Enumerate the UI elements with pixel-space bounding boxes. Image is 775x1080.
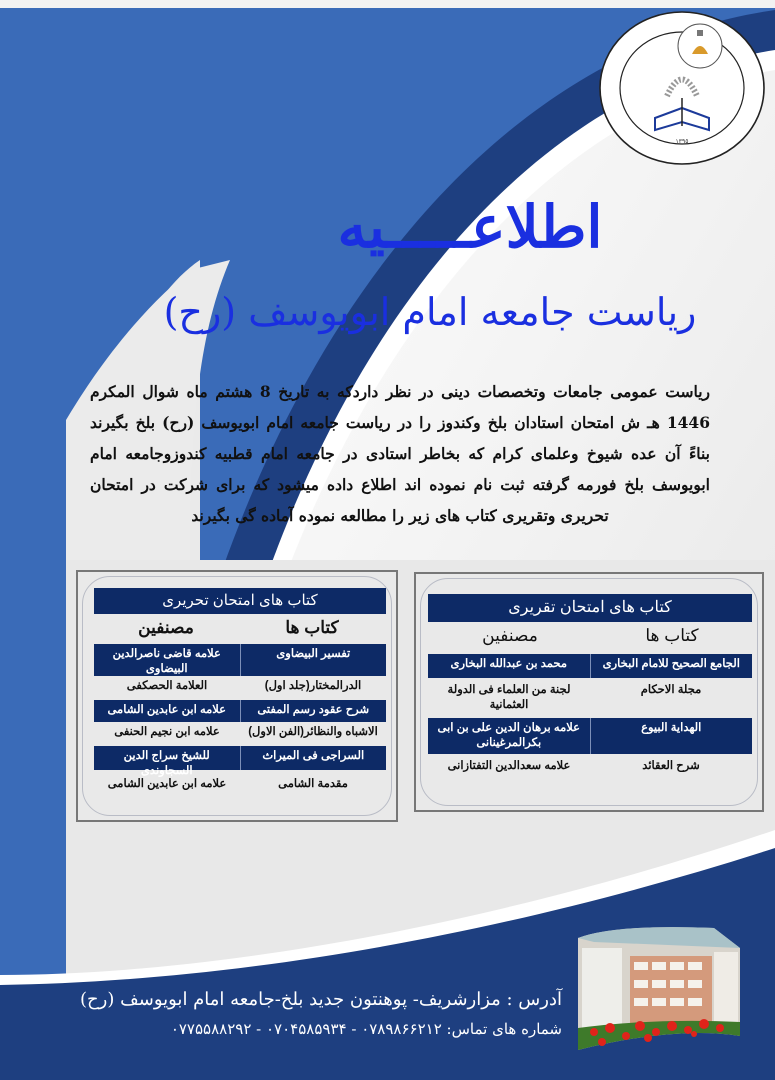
table-row <box>94 676 386 698</box>
announcement-body: ریاست عمومی جامعات وتخصصات دینی در نظر داردکه به تاریخ 8 هشتم ماه شوال المکرم 1446 هـ ش امتحان استادان بلخ وکندوز را در ریاست جامعه امام ابویوسف (رح) بلخ بگیرند بناءً آن عده شیوخ وعلمای کرام که بخاطر استادی در جامعه امام قطبیه کندوزوجامعه امام ابویوسف بلخ فورمه گرفته ثبت نام نموده اند اطلاع داده میشود که برای شرکت در امتحان تحریری وتقریری کتاب های زیر را مطالعه نموده آماده گی بگیرند <box>90 382 710 525</box>
table-row <box>94 722 386 744</box>
author-cell: علامه قاضی ناصرالدین البیضاوی <box>112 648 221 675</box>
table-row <box>94 746 386 777</box>
author-cell: محمد بن عبدالله البخاری <box>450 658 567 670</box>
table-row <box>94 644 386 676</box>
written-exam-title: کتاب های امتحان تحریری <box>94 588 386 614</box>
book-cell: الجامع الصحیح للامام البخاری <box>590 654 753 678</box>
book-cell: الهدایة البیوع <box>590 718 753 754</box>
table-row <box>94 700 386 722</box>
book-cell: مجلة الاحکام <box>640 684 702 696</box>
book-cell: مقدمة الشامی <box>278 778 348 790</box>
table-row <box>428 718 752 754</box>
table-row <box>428 654 752 678</box>
footer-address: آدرس : مزارشریف- پوهنتون جدید بلخ-جامعه امام ابویوسف (رح) <box>80 989 562 1010</box>
written-books-header: کتاب ها <box>285 618 339 637</box>
page-title: اطلاعـــــیه <box>337 193 603 261</box>
author-cell: علامه ابن عابدین الشامی <box>107 778 227 790</box>
author-cell: للشیخ سراج الدین السجاوندی <box>123 750 210 777</box>
page-subtitle: ریاست جامعه امام ابویوسف (رح) <box>163 290 697 334</box>
table-row <box>94 774 386 796</box>
author-cell: لجنة من العلماء فی الدولة العثمانیة <box>447 684 571 711</box>
book-cell: شرح عقود رسم المفتی <box>240 700 387 722</box>
building-photo <box>574 918 744 1050</box>
book-cell: شرح العقائد <box>642 760 700 772</box>
author-cell: العلامة الحصکفی <box>126 680 208 692</box>
book-cell: الاشباه والنظائر(الفن الاول) <box>248 726 378 738</box>
seal-logo <box>597 8 767 168</box>
author-cell: علامه برهان الدین علی بن ابی بکرالمرغینانی <box>437 722 580 749</box>
svg-text:١٣٩٥: ١٣٩٥ <box>675 138 689 145</box>
written-exam-card <box>76 570 398 822</box>
table-row <box>428 680 752 716</box>
book-cell: تفسیر البیضاوی <box>240 644 387 676</box>
footer-phones <box>62 1016 562 1042</box>
oral-exam-title: کتاب های امتحان تقریری <box>428 594 752 622</box>
oral-exam-card <box>414 572 764 812</box>
book-cell: السراجی فی المیراث <box>240 746 387 770</box>
phones-label: شماره های تماس: <box>446 1020 562 1038</box>
oral-books-header: کتاب ها <box>645 626 699 645</box>
author-cell: علامه ابن عابدین الشامی <box>107 704 227 716</box>
book-cell: الدرالمختار(جلد اول) <box>264 680 362 692</box>
author-cell: علامه ابن نجیم الحنفی <box>114 726 220 738</box>
written-authors-header: مصنفین <box>138 618 194 637</box>
author-cell: علامه سعدالدین التفتازانی <box>447 760 571 772</box>
phone-numbers: ۰۷۸۹۸۶۶۲۱۲ - ۰۷۰۴۵۸۵۹۳۴ - ۰۷۷۵۵۸۸۲۹۲ <box>170 1020 442 1038</box>
table-row <box>428 756 752 780</box>
oral-authors-header: مصنفین <box>482 626 538 645</box>
